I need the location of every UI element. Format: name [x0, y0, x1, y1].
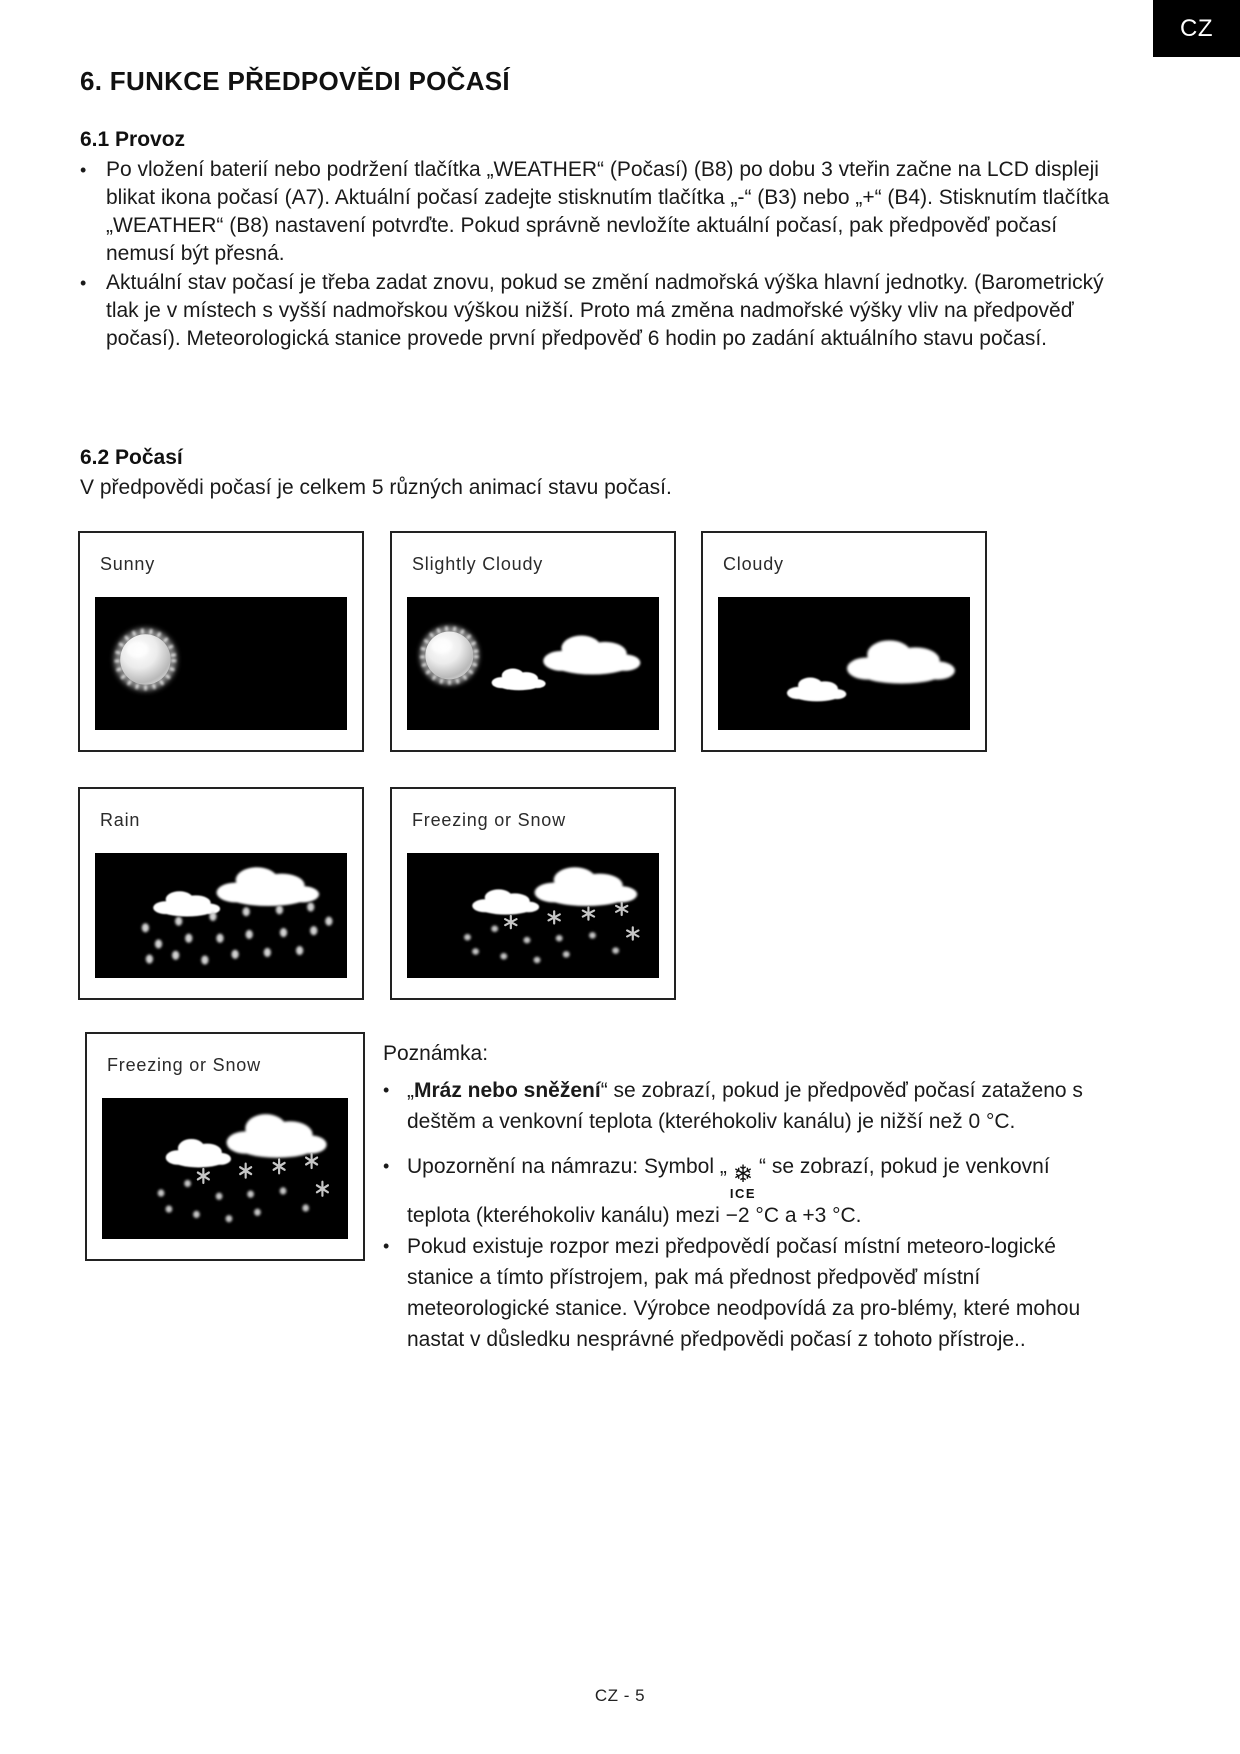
tile-screen	[95, 597, 347, 730]
tile-screen	[407, 597, 659, 730]
sun-icon	[95, 597, 347, 730]
note-pre-text: Upozornění na námrazu: Symbol „	[407, 1155, 727, 1178]
bullet-marker: •	[80, 160, 87, 180]
weather-tile-cloudy	[701, 531, 987, 752]
tile-screen	[718, 597, 970, 730]
weather-tile-sunny	[78, 531, 364, 752]
note-text	[407, 1075, 1099, 1137]
tile-label: Slightly Cloudy	[412, 554, 544, 574]
quote-open: „	[407, 1079, 414, 1102]
notes-section	[383, 1038, 1099, 1355]
note-bullet-ice-warning	[383, 1151, 1099, 1231]
note-rest-text: “ se zobrazí, pokud je venkovní teplota (kteréhokoliv kanálu) mezi −2 °C a +3 °C.	[407, 1155, 1050, 1227]
section-6-1-bullets	[80, 156, 1112, 354]
weather-tile-freezing-or-snow-2	[85, 1032, 365, 1261]
weather-tile-freezing-or-snow	[390, 787, 676, 1000]
bullet-marker: •	[383, 1235, 390, 1256]
bullet-marker: •	[383, 1080, 390, 1100]
ice-label: ICE	[729, 1185, 756, 1201]
page-number: CZ - 5	[594, 1686, 646, 1705]
bullet-item	[80, 269, 1112, 353]
bullet-marker: •	[383, 1156, 390, 1176]
note-bold-text: Mráz nebo sněžení	[414, 1079, 601, 1102]
page-title: 6. FUNKCE PŘEDPOVĚDI POČASÍ	[80, 66, 510, 96]
weather-tile-slightly-cloudy	[390, 531, 676, 752]
tile-label: Sunny	[100, 554, 156, 574]
note-rest-text: “ se zobrazí, pokud je předpověď počasí zataženo s deštěm a venkovní teplota (kteréhokoliv kanálu) je nižší než 0 °C.	[407, 1079, 1083, 1133]
tile-label: Freezing or Snow	[412, 810, 566, 830]
section-6-1-title: 6.1 Provoz	[80, 128, 186, 151]
tile-label: Cloudy	[723, 554, 784, 574]
clouds-rain-icon	[95, 853, 347, 978]
ice-warning-icon	[729, 1160, 756, 1201]
snowflake-icon: ❄	[732, 1160, 753, 1188]
bullet-text: Po vložení baterií nebo podržení tlačítka „WEATHER“ (Počasí) (B8) po dobu 3 vteřin začne na LCD displeji blikat ikona počasí (A7). Aktuální počasí zadejte stisknutím tlačítka „-“ (B3) nebo „+“ (B4). Stisknutím tlačítka „WEATHER“ (B8) nastavení potvrďte. Pokud správně nevložíte aktuální počasí, pak předpověď počasí nemusí být přesná.	[106, 158, 1110, 265]
note-bullet-frost	[383, 1075, 1099, 1137]
bullet-marker: •	[80, 273, 87, 293]
note-bullet-disclaimer	[383, 1231, 1099, 1355]
section-6-2-title: 6.2 Počasí	[80, 446, 183, 469]
bullet-text: Aktuální stav počasí je třeba zadat znovu, pokud se změní nadmořská výška hlavní jednotky. (Barometrický tlak je v místech s vyšší nadmořskou výškou nižší. Proto má změna nadmořské výšky vliv na předpověď počasí). Meteorologická stanice provede první předpověď 6 hodin po zadání aktuálního stavu počasí.	[106, 271, 1104, 350]
note-text: Pokud existuje rozpor mezi předpovědí počasí místní meteoro-logické stanice a tímto přístrojem, pak má přednost předpověď místní meteorologické stanice. Výrobce neodpovídá za pro-blémy, které mohou nastat v důsledku nesprávné předpovědi počasí z tohoto přístroje..	[407, 1234, 1081, 1351]
language-badge: CZ	[1153, 0, 1240, 57]
clouds-snow-icon	[102, 1098, 348, 1239]
sun-and-clouds-icon	[407, 597, 659, 730]
tile-label: Rain	[100, 810, 141, 830]
note-title: Poznámka:	[383, 1042, 489, 1065]
tile-screen	[95, 853, 347, 978]
section-6-2-intro: V předpovědi počasí je celkem 5 různých animací stavu počasí.	[80, 476, 672, 499]
note-text	[407, 1151, 1099, 1231]
tile-screen	[102, 1098, 348, 1239]
tile-label: Freezing or Snow	[107, 1055, 261, 1075]
weather-tile-rain	[78, 787, 364, 1000]
tile-screen	[407, 853, 659, 978]
clouds-snow-icon	[407, 853, 659, 978]
clouds-icon	[718, 597, 970, 730]
bullet-item	[80, 156, 1112, 268]
